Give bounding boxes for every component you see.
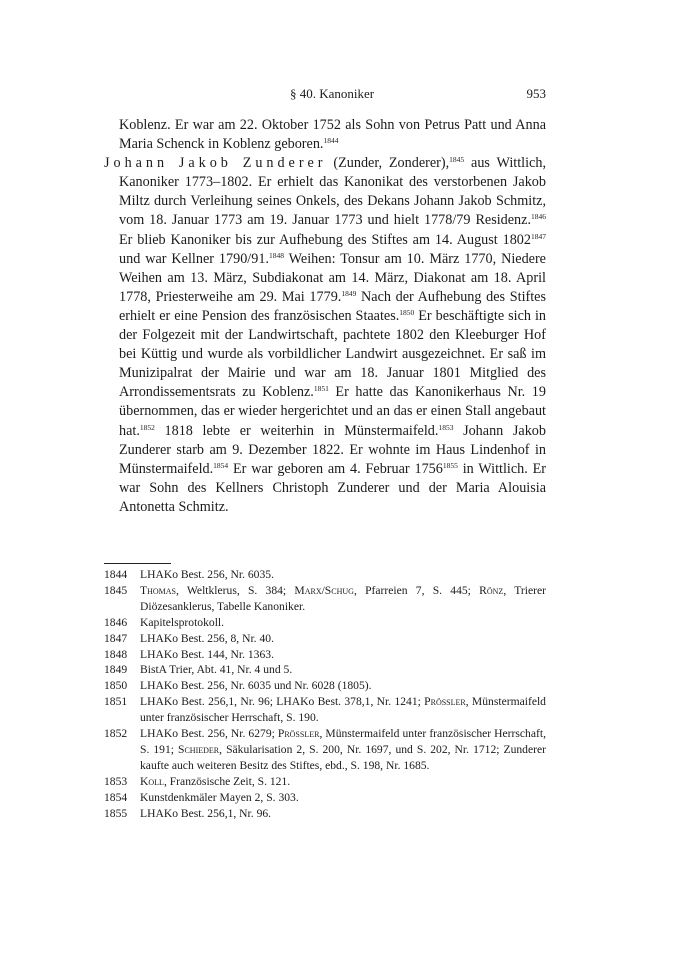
footnote-ref: 1847 [531,231,546,241]
footnote-number: 1853 [104,774,128,788]
paragraph-text: Johann Jakob Zunderer starb am 9. Dezember 1822. Er wohnte im Haus Lindenhof in Münstermaifeld. [119,422,546,477]
paragraph-text: (Zunder, Zonderer), [326,155,450,172]
footnote-number: 1851 [104,695,128,709]
footnote-1848 [104,647,546,663]
citation-text: , Münstermaifeld unter französischer Herrschaft, S. 191; [140,727,546,756]
footnote-text [140,583,546,615]
paragraph-text: Weihen: Tonsur am 10. März 1770, Niedere Weihen am 13. März, Subdiakonat am 14. März, Diakonat am 18. April 1778, Priesterweihe am 29. Mai 1779. [119,250,546,305]
footnote-1850 [104,678,546,694]
footnote-number: 1846 [104,615,128,629]
paragraph-text: Er blieb Kanoniker bis zur Aufhebung des Stiftes am 14. August 1802 [119,231,531,248]
footnote-number: 1852 [104,727,128,741]
paragraph-text: Koblenz. Er war am 22. Oktober 1752 als Sohn von Petrus Patt und Anna Maria Schenck in Koblenz geboren. [119,117,546,153]
footnote-1855 [104,806,546,822]
author-name: Thomas [140,583,176,597]
footnote-1847 [104,631,546,647]
paragraph-text: Er hatte das Kanonikerhaus Nr. 19 übernommen, das er wieder hergerichtet und an das er einen Stall angebaut hat. [119,384,546,439]
footnote-text [140,694,546,726]
footnote-ref: 1846 [531,212,546,222]
paragraph-text: Nach der Aufhebung des Stiftes erhielt er eine Pension des französischen Staates. [119,288,546,324]
footnote-ref: 1848 [268,250,284,260]
footnote-text: Kapitelsprotokoll. [140,615,225,629]
entry-name: Johann Jakob Zunderer [104,155,327,172]
canon-entry-zunderer [104,154,546,517]
footnote-text: BistA Trier, Abt. 41, Nr. 4 und 5. [140,663,293,677]
footnotes [104,567,546,822]
footnote-1845 [104,583,546,615]
paragraph-text: Er beschäftigte sich in der Folgezeit mit der Landwirtschaft, pachtete 1802 den Kleeburger Hof bei Küttig und wurde als vorbildlicher Landwirt ausgezeichnet. Er saß im Munizipalrat der Mairie und war am 18. Januar 1801 Mitglied des Arrondissementsrats zu Koblenz. [119,307,546,401]
citation-text: , Münstermaifeld unter französischer Herrschaft, S. 190. [140,695,546,725]
footnote-ref: 1854 [213,460,229,470]
citation-text: , Pfarreien 7, S. 445; [353,583,480,597]
citation-text: , Trierer Diözesanklerus, Tabelle Kanoniker. [140,583,547,613]
footnote-number: 1849 [104,663,128,677]
footnote-ref: 1844 [323,136,339,146]
paragraph-text: Er war geboren am 4. Februar 1756 [228,460,443,477]
footnote-1849 [104,662,546,678]
footnote-text: LHAKo Best. 144, Nr. 1363. [140,647,274,661]
footnote-ref: 1851 [313,384,329,394]
footnote-1854 [104,790,546,806]
citation-text: , Weltklerus, S. 384; [175,583,295,597]
author-name: Marx/Schug [294,583,354,597]
footnote-text: LHAKo Best. 256, Nr. 6035 und Nr. 6028 (1805). [140,679,372,693]
footnote-ref: 1850 [399,307,415,317]
footnote-number: 1845 [104,583,128,597]
footnote-divider [104,563,171,564]
footnote-text: LHAKo Best. 256,1, Nr. 96. [140,806,272,820]
footnote-ref: 1852 [139,422,155,432]
footnote-text: LHAKo Best. 256, Nr. 6035. [140,568,274,581]
footnote-number: 1850 [104,679,128,693]
running-head [118,85,546,103]
author-name: Prössler [277,727,320,741]
footnote-text [140,726,546,774]
footnote-ref: 1853 [438,422,454,432]
footnote-text: Kunstdenkmäler Mayen 2, S. 303. [140,790,299,804]
section-title: § 40. Kanoniker [289,86,375,101]
citation-text: LHAKo Best. 256, Nr. 6279; [140,727,278,741]
footnote-1853 [104,774,546,790]
page-number: 953 [526,86,546,101]
footnote-ref: 1849 [341,288,357,298]
citation-text: , Französische Zeit, S. 121. [163,774,291,788]
footnote-ref: 1855 [442,460,458,470]
author-name: Schieder [178,742,220,756]
citation-text: LHAKo Best. 256,1, Nr. 96; LHAKo Best. 378,1, Nr. 1241; [140,695,425,709]
paragraph-text: in Wittlich. Er war Sohn des Kellners Christoph Zunderer und der Maria Alouisia Antonetta Schmitz. [119,460,547,515]
footnote-text: LHAKo Best. 256, 8, Nr. 40. [140,631,274,645]
paragraph-text: und war Kellner 1790/91. [119,250,269,267]
footnote-ref: 1845 [449,155,465,165]
footnote-1844 [104,567,546,583]
author-name: Koll [140,774,164,788]
paragraph-text: aus Wittlich, Kanoniker 1773–1802. Er erhielt das Kanonikat des verstorbenen Jakob Miltz durch Verleihung seines Onkels, des Dekans Johann Jakob Schmitz, vom 18. Januar 1773 am 19. Januar 1773 und hielt 1778/79 Residenz. [119,155,546,229]
citation-text: , Säkularisation 2, S. 200, Nr. 1697, und S. 202, Nr. 1712; Zunderer kaufte auch weiteren Besitz des Stiftes, ebd., S. 198, Nr. 1685. [140,742,546,772]
author-name: Rönz [479,583,504,597]
author-name: Prössler [424,695,466,709]
footnote-text [140,774,546,790]
continued-paragraph [104,116,546,154]
main-text [104,116,546,517]
footnote-number: 1848 [104,647,128,661]
paragraph-text: 1818 lebte er weiterhin in Münstermaifeld. [154,422,439,439]
footnote-number: 1847 [104,631,128,645]
footnote-number: 1855 [104,806,128,820]
footnote-1851 [104,694,546,726]
footnote-1852 [104,726,546,774]
footnote-number: 1854 [104,790,128,804]
footnote-1846 [104,615,546,631]
footnote-number: 1844 [104,568,128,581]
